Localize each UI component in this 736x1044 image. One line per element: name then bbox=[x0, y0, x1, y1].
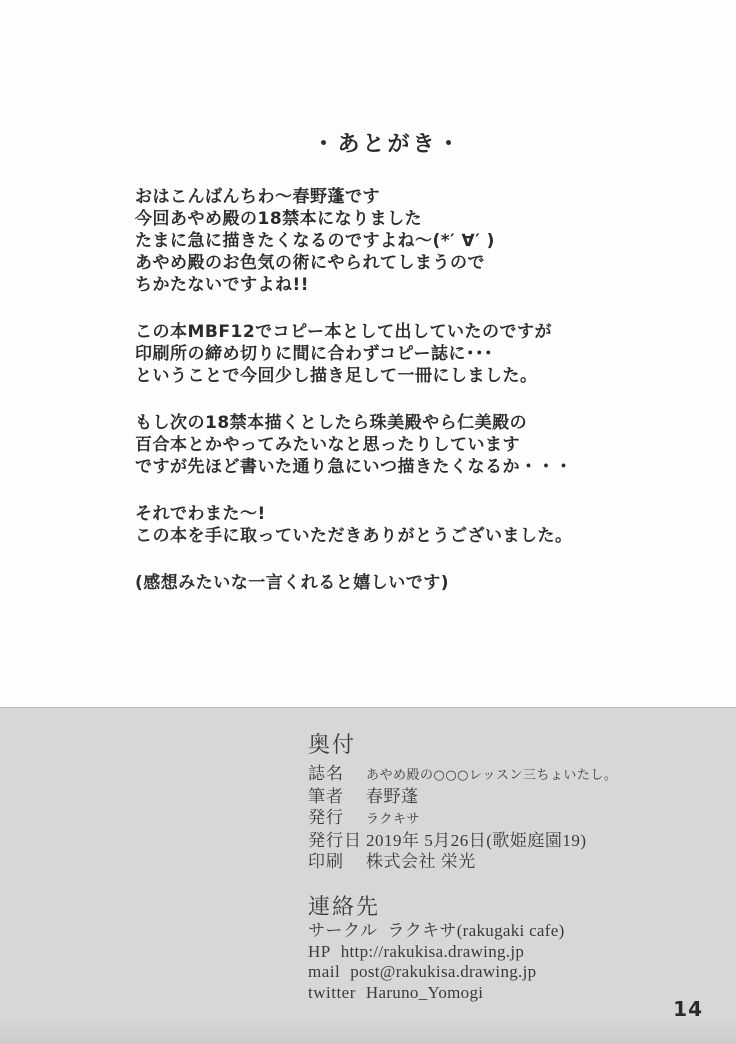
afterword-line: たまに急に描きたくなるのですよね〜(*′ ∀′ ) bbox=[135, 231, 495, 251]
afterword-paragraph bbox=[135, 321, 640, 387]
afterword-line: (感想みたいな一言くれると嬉しいです) bbox=[135, 573, 450, 593]
afterword-title: ・あとがき・ bbox=[312, 132, 463, 157]
colophon-value-printer: 株式会社 栄光 bbox=[366, 852, 476, 871]
afterword-paragraph bbox=[135, 503, 640, 547]
contact-heading: 連絡先 bbox=[308, 894, 381, 919]
colophon-value-publish-date: 2019年 5月26日(歌姫庭園19) bbox=[366, 831, 587, 850]
contact-value-mail-address: post@rakukisa.drawing.jp bbox=[350, 962, 537, 981]
contact-rows bbox=[308, 921, 648, 1003]
colophon-label: 発行 bbox=[308, 808, 344, 827]
afterword-paragraph bbox=[135, 572, 640, 594]
afterword-line: もし次の18禁本描くとしたら珠美殿やら仁美殿の bbox=[135, 413, 528, 433]
contact-row bbox=[308, 921, 648, 942]
colophon-label: 印刷 bbox=[308, 852, 344, 871]
colophon-row bbox=[308, 763, 648, 786]
contact-label: twitter bbox=[308, 982, 356, 1002]
colophon-value-publisher: ラクキサ bbox=[366, 812, 421, 827]
contact-value-circle: ラクキサ(rakugaki cafe) bbox=[387, 921, 565, 940]
colophon-value-book-title: あやめ殿の○○○レッスン三ちょいたし。 bbox=[366, 768, 618, 783]
page-number: 14 bbox=[673, 997, 703, 1021]
contact-label: mail bbox=[308, 962, 341, 981]
afterword-section bbox=[135, 133, 640, 594]
colophon-row bbox=[308, 786, 648, 807]
colophon-label: 筆者 bbox=[308, 787, 344, 806]
colophon-heading: 奥付 bbox=[308, 732, 357, 757]
contact-row bbox=[308, 983, 648, 1004]
afterword-line: この本を手に取っていただきありがとうございました。 bbox=[135, 526, 573, 546]
contact-value-twitter-handle: Haruno_Yomogi bbox=[365, 982, 484, 1002]
colophon-label: 発行日 bbox=[308, 831, 362, 850]
afterword-line: 印刷所の締め切りに間に合わずコピー誌に･･･ bbox=[135, 344, 493, 364]
afterword-paragraph bbox=[135, 186, 640, 296]
afterword-paragraph bbox=[135, 412, 640, 478]
colophon-value-author: 春野蓬 bbox=[366, 787, 419, 806]
contact-label: HP bbox=[308, 941, 331, 961]
afterword-line: 百合本とかやってみたいなと思ったりしています bbox=[135, 435, 520, 455]
colophon-row bbox=[308, 851, 648, 872]
afterword-line: それでわまた〜! bbox=[135, 504, 266, 524]
contact-row bbox=[308, 962, 648, 983]
afterword-line: ですが先ほど書いた通り急にいつ描きたくなるか・・・ bbox=[135, 457, 573, 477]
colophon-label: 誌名 bbox=[308, 764, 344, 783]
colophon-rows bbox=[308, 763, 648, 872]
afterword-line: おはこんばんちわ〜春野蓬です bbox=[135, 187, 380, 207]
afterword-line: ちかたないですよね!! bbox=[135, 275, 310, 295]
contact-value-homepage-url: http://rakukisa.drawing.jp bbox=[340, 941, 525, 961]
colophon-row bbox=[308, 807, 648, 830]
afterword-line: ということで今回少し描き足して一冊にしました。 bbox=[135, 366, 538, 386]
colophon-row bbox=[308, 830, 648, 851]
afterword-line: この本MBF12でコピー本として出していたのですが bbox=[135, 322, 552, 342]
contact-label: サークル bbox=[308, 921, 378, 940]
afterword-line: 今回あやめ殿の18禁本になりました bbox=[135, 209, 423, 229]
colophon-section bbox=[0, 707, 736, 1044]
afterword-line: あやめ殿のお色気の術にやられてしまうので bbox=[135, 253, 485, 273]
contact-row bbox=[308, 942, 648, 963]
